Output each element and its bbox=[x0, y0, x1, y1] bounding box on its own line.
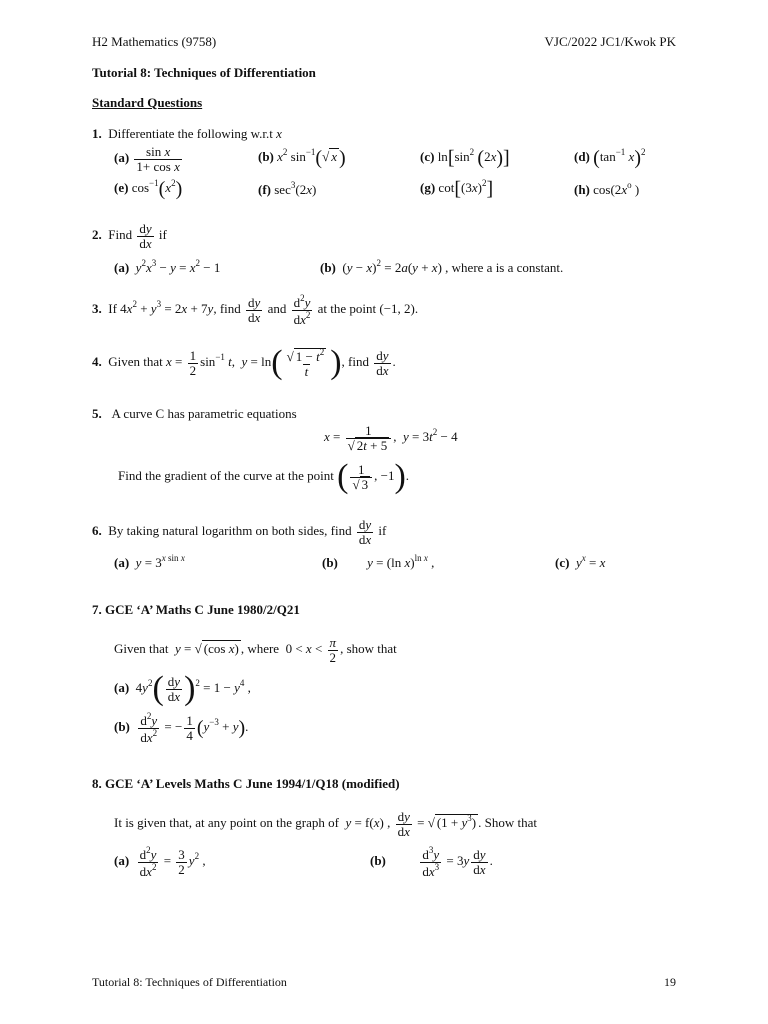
q1b: (b) $x^2$ $\sin^{-1}(√$ x ) bbox=[258, 147, 346, 170]
q1d: (d) ($\tan^{-1}$ x)$^2$ bbox=[574, 147, 646, 170]
q6b: (b) y = (ln x)$^{ln x}$ , bbox=[322, 553, 435, 570]
section-heading: Standard Questions bbox=[92, 95, 203, 110]
q1h: (h) $\cos(2x^o$ ) bbox=[574, 180, 640, 197]
q1f: (f) $\sec^3(2x)$ bbox=[258, 180, 317, 197]
footer-left: Tutorial 8: Techniques of Differentiation bbox=[92, 975, 287, 989]
q5-stem: 5. A curve C has parametric equations bbox=[92, 406, 297, 421]
q2-stem: 2. Find $\frac{dy}{dx}$ if bbox=[92, 221, 167, 251]
q6c: (c) $y^x = x$ bbox=[555, 553, 606, 570]
q8-title: 8. GCE ‘A’ Levels Maths C June 1994/1/Q18 (modified) bbox=[92, 776, 400, 791]
header-right: VJC/2022 JC1/Kwok PK bbox=[544, 34, 676, 49]
q3-stem: 3. If $4x^2 + y^3 = 2x + 7y$, find $\frac{dy}{dx}$ and $\frac{d^2y}{dx^2}$ at the point (−1, 2). bbox=[92, 293, 419, 327]
q8b: (b) $\frac{d^3y}{dx^3}$ = 3y $\frac{dy}{dx}$ . bbox=[370, 845, 493, 879]
q1g: (g) $\cot[(3x)^2]$ bbox=[420, 178, 494, 201]
q4-stem: 4. Given that x = $\frac{1}{2}$ $\sin^{-1} t$, y = ln( $\frac{√ 1 - t^2}{t}$ ), find $\frac{dy}{dx}$ . bbox=[92, 344, 396, 381]
q7a: (a) $4y^2$( $\frac{dy}{dx}$ )$^2 = 1 - y^4$ , bbox=[114, 670, 251, 707]
q8-text: It is given that, at any point on the graph of y = f(x) , $\frac{dy}{dx}$ = √ $(1 + y^3)$ . Show that bbox=[114, 809, 538, 839]
header-left: H2 Mathematics (9758) bbox=[92, 34, 217, 49]
q7-title: 7. GCE ‘A’ Maths C June 1980/2/Q21 bbox=[92, 602, 300, 617]
q7b: (b) $\frac{d^2y}{dx^2}$ = − $\frac{1}{4}$ $(y^{-3} + y)$. bbox=[114, 711, 249, 745]
tutorial-title: Tutorial 8: Techniques of Differentiation bbox=[92, 65, 316, 80]
q2a: (a) $y^2x^3 - y = x^2 - 1$ bbox=[114, 258, 221, 275]
q6a: (a) $y = 3^{x sin x}$ bbox=[114, 553, 185, 570]
q7-given: Given that y = √ (cos x) , where 0 < x < $\frac{\pi}{2}$ , show that bbox=[114, 635, 397, 665]
q2b: (b) $(y - x)^2 = 2a(y + x)$ , where a is a constant. bbox=[320, 258, 564, 275]
q1e: (e) $\cos^{-1}(x^2)$ bbox=[114, 178, 183, 201]
q1-stem: 1. Differentiate the following w.r.t x bbox=[92, 126, 282, 141]
q1c: (c) $\ln[\sin^2$ (2x)] bbox=[420, 147, 510, 170]
q5-equations: x = $\frac{1}{√ 2t + 5}$ , $y = 3t^2 - 4$ bbox=[324, 423, 458, 453]
q5-gradient: Find the gradient of the curve at the point ( $\frac{1}{√ 3}$ , −1). bbox=[118, 458, 410, 495]
q8a: (a) $\frac{d^2y}{dx^2}$ = $\frac{3}{2}$ $y^2$ , bbox=[114, 845, 206, 879]
q1a: (a) $\frac{\text{sin x}}{\text{1+ cos x}}$ bbox=[114, 144, 180, 174]
q6-stem: 6. By taking natural logarithm on both sides, find $\frac{dy}{dx}$ if bbox=[92, 517, 387, 547]
page-number: 19 bbox=[664, 975, 676, 989]
